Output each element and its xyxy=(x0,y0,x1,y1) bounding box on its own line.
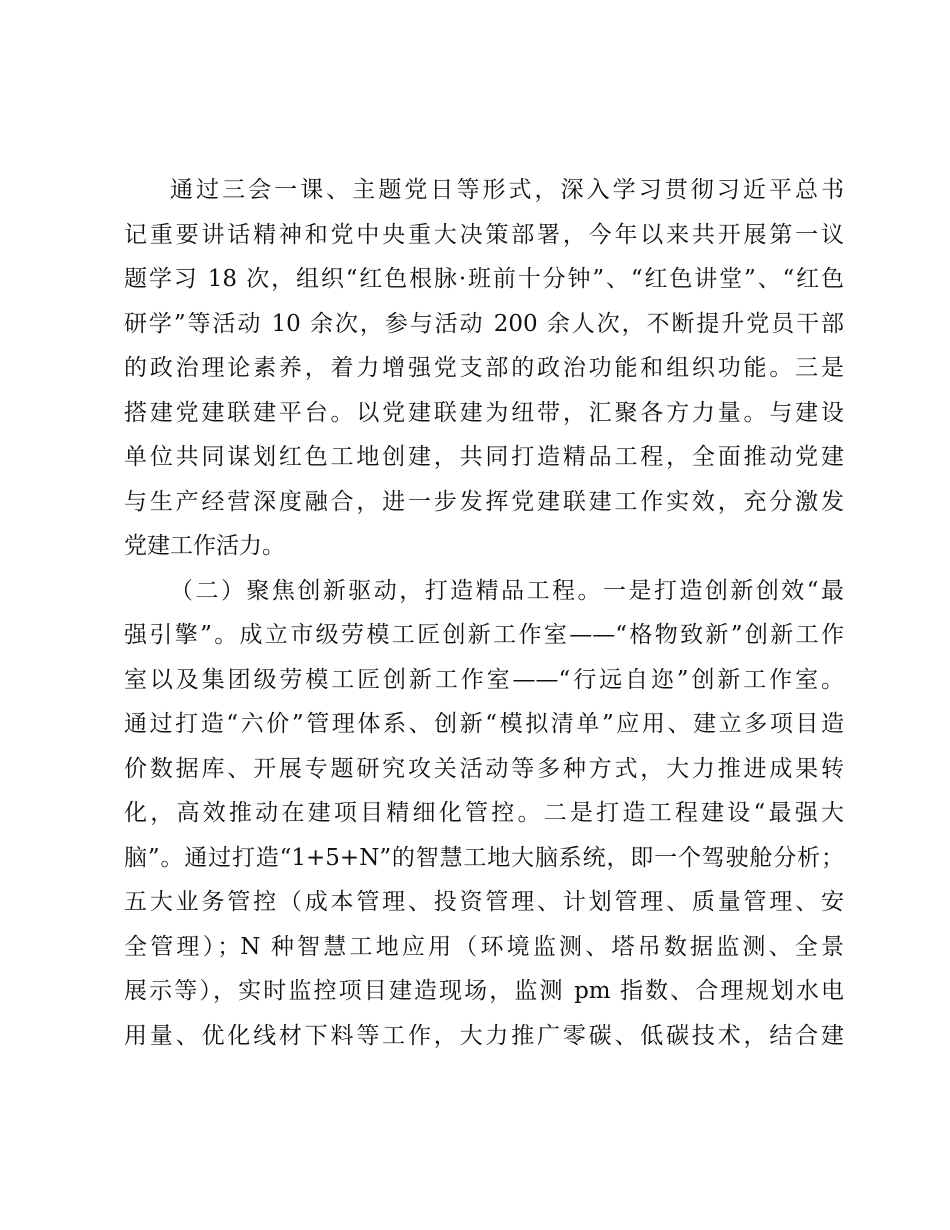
text-line: 搭建党建联建平台。以党建联建为纽带，汇聚各方力量。与建设 xyxy=(124,400,844,426)
text-line: 强引擎”。成立市级劳模工匠创新工作室——“格物致新”创新工作 xyxy=(124,622,844,648)
text-line: 记重要讲话精神和党中央重大决策部署，今年以来共开展第一议 xyxy=(124,222,844,248)
text-line: 展示等），实时监控项目建造现场，监测 pm 指数、合理规划水电 xyxy=(124,978,844,1004)
text-line: 全管理）；N 种智慧工地应用（环境监测、塔吊数据监测、全景 xyxy=(124,934,844,960)
text-line: 用量、优化线材下料等工作，大力推广零碳、低碳技术，结合建 xyxy=(124,1023,844,1049)
text-line: 脑”。通过打造“1+5+N”的智慧工地大脑系统，即一个驾驶舱分析； xyxy=(124,845,844,871)
text-line: 研学”等活动 10 余次，参与活动 200 余人次，不断提升党员干部 xyxy=(124,311,844,337)
text-line: 题学习 18 次，组织“红色根脉·班前十分钟”、“红色讲堂”、“红色 xyxy=(124,266,844,292)
section-heading-line: （二）聚焦创新驱动，打造精品工程。一是打造创新创效“最 xyxy=(170,578,844,604)
text-line: 通过打造“六价”管理体系、创新“模拟清单”应用、建立多项目造 xyxy=(124,711,844,737)
text-line: 化，高效推动在建项目精细化管控。二是打造工程建设“最强大 xyxy=(124,800,844,826)
text-line: 党建工作活力。 xyxy=(124,533,285,559)
text-line: 室以及集团级劳模工匠创新工作室——“行远自迩”创新工作室。 xyxy=(124,667,844,693)
text-line: 五大业务管控（成本管理、投资管理、计划管理、质量管理、安 xyxy=(124,889,844,915)
text-line: 的政治理论素养，着力增强党支部的政治功能和组织功能。三是 xyxy=(124,355,844,381)
text-line: 单位共同谋划红色工地创建，共同打造精品工程，全面推动党建 xyxy=(124,444,844,470)
text-line: 通过三会一课、主题党日等形式，深入学习贯彻习近平总书 xyxy=(170,177,844,203)
text-line: 与生产经营深度融合，进一步发挥党建联建工作实效，充分激发 xyxy=(124,489,844,515)
text-line: 价数据库、开展专题研究攻关活动等多种方式，大力推进成果转 xyxy=(124,756,844,782)
